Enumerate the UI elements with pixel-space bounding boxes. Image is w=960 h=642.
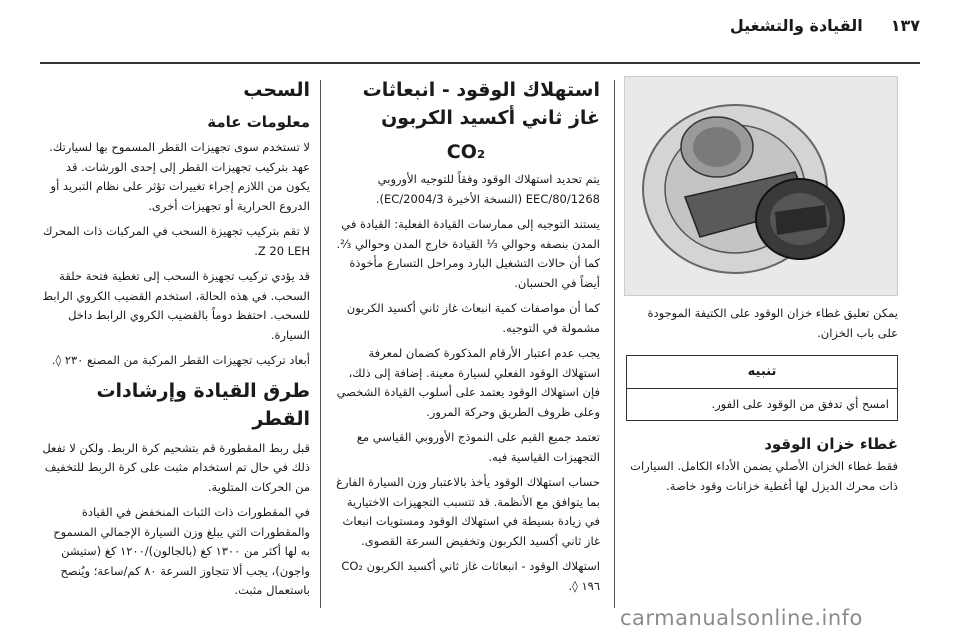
fuel-cap-illustration [624, 76, 898, 296]
paragraph: قد يؤدي تركيب تجهيزة السحب إلى تغطية فتحة حلقة السحب. في هذه الحالة، استخدم القضيب الكروي الرابط للسحب. احتفظ دوماً بالقضيب الكروي الرابط داخل السيارة. [42, 269, 310, 342]
co2-heading: CO₂ [446, 141, 486, 163]
chapter-title: القيادة والتشغيل [729, 15, 863, 35]
notice-box [626, 355, 898, 421]
fuel-cap-drawing-icon [625, 77, 897, 295]
paragraph: لا تستخدم سوى تجهيزات القطر المسموح بها لسيارتك. عهد بتركيب تجهيزات القطر إلى إحدى الورشات. قد يكون من اللازم إجراء تغييرات تؤثر على نظام التبريد أو الدروع الحرارية أو تجهيزات أخرى. [49, 140, 310, 213]
cross-reference: استهلاك الوقود - انبعاثات غاز ثاني أكسيد الكربون CO₂ ١٩٦ ◊. [341, 559, 600, 593]
paragraph: كما أن مواصفات كمية انبعاث غاز ثاني أكسيد الكربون مشمولة في التوجيه. [346, 301, 600, 335]
paragraph: يتم تحديد استهلاك الوقود وفقاً للتوجيه الأوروبي 80/1268/EEC (النسخة الأخيرة 2004/3/EC). [375, 172, 600, 206]
column-divider [614, 80, 615, 608]
watermark: carmanualsonline.info [620, 606, 863, 630]
driving-heading: طرق القيادة وإرشادات القطر [96, 379, 310, 430]
cross-reference: أبعاد تركيب تجهيزات القطر المركبة من المصنع ٢٣٠ ◊. [51, 353, 310, 367]
towing-title: السحب [243, 79, 310, 101]
column-towing [42, 76, 310, 607]
page-number: ١٣٧ [890, 15, 920, 35]
consumption-heading: استهلاك الوقود - انبعاثات غاز ثاني أكسيد الكربون [362, 79, 600, 129]
column-divider [320, 80, 321, 608]
column-fuel-consumption [332, 76, 600, 602]
notice-body: امسح أي تدفق من الوقود على الفور. [711, 396, 889, 411]
paragraph: في المقطورات ذات الثبات المنخفض في القيادة والمقطورات التي يبلغ وزن السيارة الإجمالي المسموح به لها أكثر من ١٣٠٠ كغ (بالجالون)/١٢٠٠ كغ (ستيشن واجون)، يجب ألا تتجاوز السرعة ٨٠ كم/ساعة؛ ويُنصح باستعمال مثبت. [53, 505, 310, 597]
general-info-heading: معلومات عامة [207, 113, 310, 131]
paragraph: يستند التوجيه إلى ممارسات القيادة الفعلية: القيادة في المدن بنصفه وحوالي ⅓ القيادة خارج المدن وحوالي ⅔. كما أن حالات التشغيل البارد ومراحل التسارع مأخوذة أيضاً في الحسبان. [336, 217, 600, 290]
fuel-cap-text: فقط غطاء الخزان الأصلي يضمن الأداء الكامل. السيارات ذات محرك الديزل لها أغطية خزانات وقود خاصة. [630, 459, 898, 493]
paragraph: حساب استهلاك الوقود يأخذ بالاعتبار وزن السيارة الفارغ بما يتوافق مع الأنظمة. قد تتسبب التجهيزات الاختيارية في زيادة بسيطة في استهلاك الوقود ومستويات انبعاث غاز ثاني أكسيد الكربون وتخفيض السرعة القصوى. [336, 475, 600, 548]
notice-title: تنبيه [627, 356, 897, 389]
header-rule [40, 62, 920, 64]
column-fuel-cap [626, 76, 898, 502]
page-header [40, 8, 920, 42]
paragraph: يجب عدم اعتبار الأرقام المذكورة كضمان لمعرفة استهلاك الوقود الفعلي لسيارة معينة. إضافة إلى ذلك، فإن استهلاك الوقود يعتمد على أسلوب القيادة الشخصي وعلى ظروف الطريق وحركة المرور. [336, 346, 600, 419]
paragraph: تعتمد جميع القيم على النموذج الأوروبي القياسي مع التجهيزات القياسية فيه. [356, 430, 600, 464]
figure-caption: يمكن تعليق غطاء خزان الوقود على الكتيفة الموجودة على باب الخزان. [647, 306, 898, 340]
fuel-cap-heading: غطاء خزان الوقود [764, 435, 898, 453]
paragraph: لا تقم بتركيب تجهيزة السحب في المركبات ذات المحرك Z 20 LEH. [43, 224, 310, 258]
paragraph: قبل ربط المقطورة قم بتشحيم كرة الربط. ولكن لا تفعل ذلك في حال تم استخدام مثبت على كرة الربط للتخفيف من الحركات المتلوية. [42, 440, 310, 494]
